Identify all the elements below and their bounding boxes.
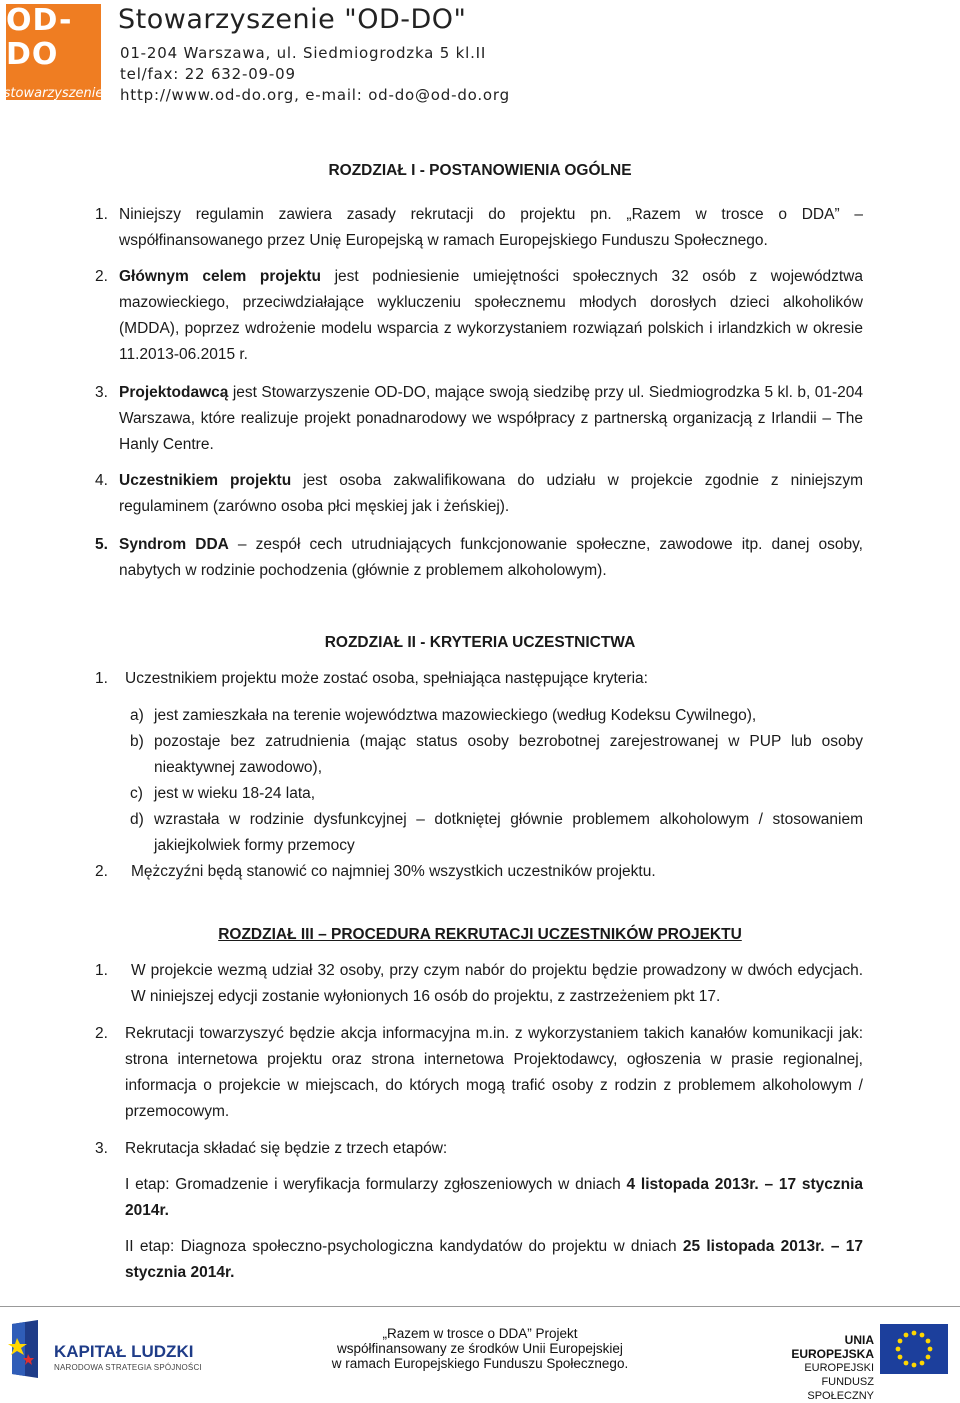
criterion-a xyxy=(130,703,863,729)
item-number: 1. xyxy=(95,670,108,687)
eu-label-line-2: EUROPEJSKI xyxy=(804,1362,874,1374)
item-text: jest osoba zakwalifikowana do udziału w projekcie zgodnie z niniejszym regulaminem (zarówno osoba płci męskiej jak i żeńskiej). xyxy=(119,472,863,515)
footer-divider xyxy=(0,1306,960,1307)
item-number: 1. xyxy=(95,962,108,979)
item-text: jest Stowarzyszenie OD-DO, mające swoją siedzibę przy ul. Siedmiogrodzka 5 kl. b, 01-204 Warszawa, które realizuje projekt ponadnarodowy we współpracy z partnerską organizacją z Irlandii – The Hanly Centre. xyxy=(119,384,863,453)
item-number: 2. xyxy=(95,1025,108,1042)
funding-line-3: w ramach Europejskiego Funduszu Społecznego. xyxy=(331,1356,629,1371)
criterion-b xyxy=(130,729,863,781)
chapter-1-item-2 xyxy=(95,264,863,368)
chapter-1-item-5 xyxy=(95,532,863,584)
item-number: 4. xyxy=(95,472,108,489)
criterion-c xyxy=(130,781,863,807)
organization-address: 01-204 Warszawa, ul. Siedmiogrodzka 5 kl.II xyxy=(120,44,487,62)
item-number: 3. xyxy=(95,384,108,401)
organization-name: Stowarzyszenie "OD-DO" xyxy=(118,4,467,35)
eu-label-line-3: FUNDUSZ SPOŁECZNY xyxy=(807,1376,874,1402)
chapter-2-item-1 xyxy=(95,666,863,692)
chapter-1-item-1 xyxy=(95,202,863,254)
funding-statement xyxy=(260,1326,700,1371)
funding-line-2: współfinansowany ze środków Unii Europejskiej xyxy=(337,1341,623,1356)
chapter-3-item-3 xyxy=(95,1136,863,1162)
item-text: Uczestnikiem projektu może zostać osoba, spełniająca następujące kryteria: xyxy=(125,670,648,687)
logo-mark: OD-DO xyxy=(6,2,73,72)
organization-logo xyxy=(3,2,104,101)
chapter-1-heading: ROZDZIAŁ I - POSTANOWIENIA OGÓLNE xyxy=(328,162,632,179)
item-text: – zespół cech utrudniających funkcjonowanie społeczne, zawodowe itp. danej osoby, nabytych w rodzinie pochodzenia (głównie z problemem alkoholowym). xyxy=(119,536,863,579)
item-term: Uczestnikiem projektu xyxy=(119,472,292,489)
item-text: Rekrutacja składać się będzie z trzech etapów: xyxy=(125,1140,448,1157)
item-text: W projekcie wezmą udział 32 osoby, przy czym nabór do projektu będzie prowadzony w dwóch edycjach. W niniejszej edycji zostanie wyłonionych 16 osób do projektu, z zastrzeżeniem pkt 17. xyxy=(131,962,863,1005)
chapter-3-item-1 xyxy=(95,958,863,1010)
item-term: Głównym celem projektu xyxy=(119,268,321,285)
kapital-ludzki-emblem-icon xyxy=(8,1320,42,1378)
item-text: jest podniesienie umiejętności społecznych 32 osób z województwa mazowieckiego, przeciwdziałające wykluczeniu społecznemu młodych dorosłych dzieci alkoholików (MDDA), poprzez wdrożenie modelu wsparcia z wykorzystaniem rozwiązań polskich i irlandzkich w okresie 11.2013-06.2015 r. xyxy=(119,268,863,363)
item-number: 1. xyxy=(95,206,108,223)
criterion-text: jest zamieszkała na terenie województwa mazowieckiego (według Kodeksu Cywilnego), xyxy=(154,707,757,724)
kapital-ludzki-subtitle: NARODOWA STRATEGIA SPÓJNOŚCI xyxy=(54,1363,202,1372)
item-text: Niniejszy regulamin zawiera zasady rekrutacji do projektu pn. „Razem w trosce o DDA” – współfinansowanego przez Unię Europejską w ramach Europejskiego Funduszu Społecznego. xyxy=(119,206,863,249)
item-text: Mężczyźni będą stanowić co najmniej 30% wszystkich uczestników projektu. xyxy=(131,863,656,880)
chapter-2-item-2 xyxy=(95,859,863,885)
item-number: 5. xyxy=(95,536,108,553)
eu-fund-label xyxy=(760,1333,874,1403)
chapter-3-item-2 xyxy=(95,1021,863,1125)
criterion-d xyxy=(130,807,863,859)
item-number: 3. xyxy=(95,1140,108,1157)
criterion-text: jest w wieku 18-24 lata, xyxy=(154,785,316,802)
eu-label-line-1: UNIA EUROPEJSKA xyxy=(791,1333,874,1361)
organization-phone: tel/fax: 22 632-09-09 xyxy=(120,65,296,83)
funding-line-1: „Razem w trosce o DDA” Projekt xyxy=(382,1326,578,1341)
kapital-ludzki-title: KAPITAŁ LUDZKI xyxy=(54,1342,194,1361)
recruitment-stage-2: II etap: Diagnoza społeczno-psychologiczna kandydatów do projektu w dniach 25 listopada 2013r. – 17 stycznia 2014r. xyxy=(125,1238,863,1281)
criterion-letter: a) xyxy=(130,707,144,724)
logo-wordmark: stowarzyszenie xyxy=(3,85,104,101)
item-number: 2. xyxy=(95,268,108,285)
item-term: Projektodawcą xyxy=(119,384,229,401)
criterion-letter: b) xyxy=(130,733,144,750)
criterion-letter: d) xyxy=(130,811,144,828)
chapter-1-item-3 xyxy=(95,380,863,458)
item-text: Rekrutacji towarzyszyć będzie akcja informacyjna m.in. z wykorzystaniem takich kanałów komunikacji jak: strona internetowa projektu oraz strona internetowa Projektodawcy, ogłoszenia w prasie regionalnej, informacja o projekcie w miejscach, do których mogą trafić osoby z rodzin z problemem alkoholowym / przemocowym. xyxy=(125,1025,863,1120)
item-term: Syndrom DDA xyxy=(119,536,229,553)
criterion-letter: c) xyxy=(130,785,143,802)
criterion-text: pozostaje bez zatrudnienia (mając status osoby bezrobotnej zarejestrowanej w PUP lub osoby nieaktywnej zawodowo), xyxy=(154,733,863,776)
recruitment-stage-1: I etap: Gromadzenie i weryfikacja formularzy zgłoszeniowych w dniach 4 listopada 2013r. – 17 stycznia 2014r. xyxy=(125,1176,863,1219)
chapter-3-heading: ROZDZIAŁ III – PROCEDURA REKRUTACJI UCZESTNIKÓW PROJEKTU xyxy=(218,926,742,943)
chapter-1-item-4 xyxy=(95,468,863,520)
organization-web: http://www.od-do.org, e-mail: od-do@od-do.org xyxy=(120,86,510,104)
criterion-text: wzrastała w rodzinie dysfunkcyjnej – dotkniętej głównie problemem alkoholowym / stosowaniem jakiejkolwiek formy przemocy xyxy=(154,811,863,854)
chapter-2-heading: ROZDZIAŁ II - KRYTERIA UCZESTNICTWA xyxy=(324,634,636,651)
eu-flag-icon xyxy=(880,1324,948,1374)
item-number: 2. xyxy=(95,863,108,880)
